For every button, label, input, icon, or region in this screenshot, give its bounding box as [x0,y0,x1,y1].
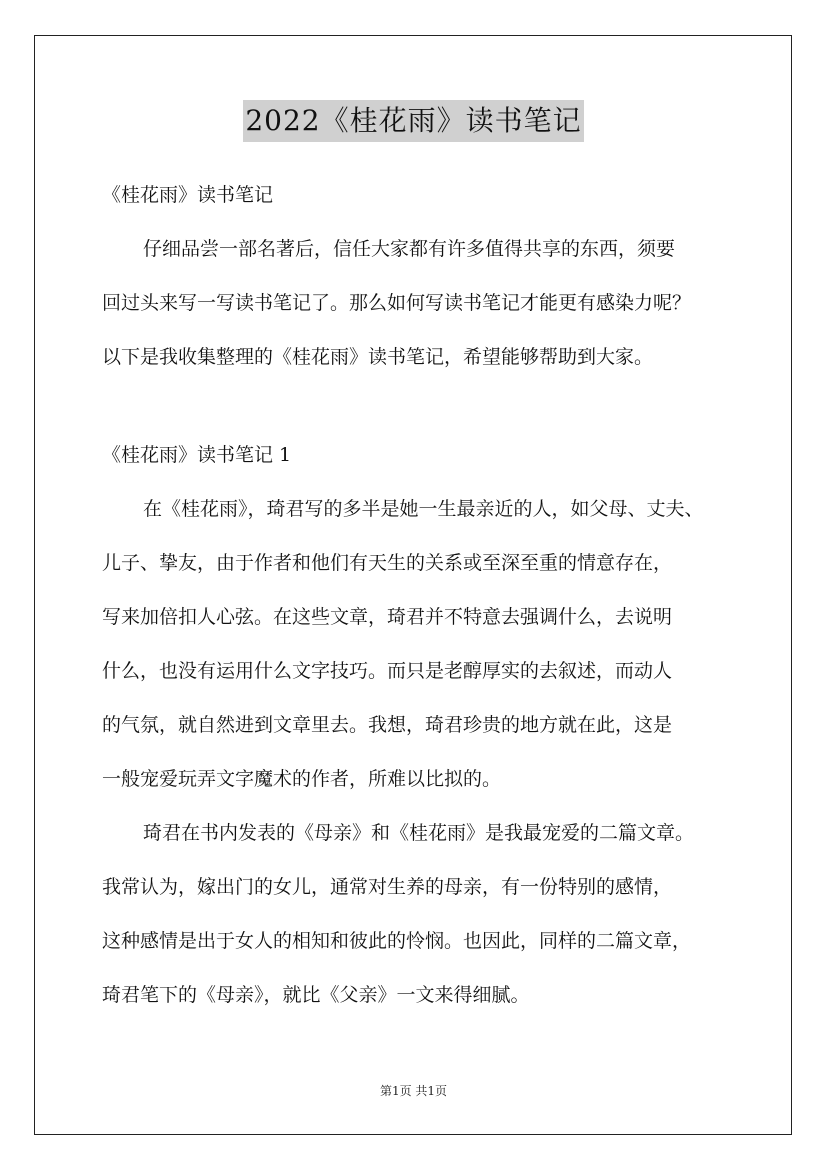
paragraph-line: 什么，也没有运用什么文字技巧。而只是老醇厚实的去叙述，而动人 [102,660,673,682]
paragraph-line: 的气氛，就自然进到文章里去。我想，琦君珍贵的地方就在此，这是 [102,714,673,736]
intro-heading: 《桂花雨》读书笔记 [102,184,274,206]
document-title: 2022《桂花雨》读书笔记 [243,100,583,142]
paragraph-line: 琦君在书内发表的《母亲》和《桂花雨》是我最宠爱的二篇文章。 [143,822,695,844]
section-gap [102,384,742,428]
page-footer: 第1页 共1页 [379,1084,448,1098]
paragraph-line: 回过头来写一写读书笔记了。那么如何写读书笔记才能更有感染力呢？ [102,292,692,314]
paragraph-line: 一般宠爱玩弄文字魔术的作者，所难以比拟的。 [102,768,502,790]
paragraph-line: 儿子、挚友，由于作者和他们有天生的关系或至深至重的情意存在， [102,552,673,574]
paragraph-line: 仔细品尝一部名著后，信任大家都有许多值得共享的东西，须要 [143,238,676,260]
paragraph-line: 写来加倍扣人心弦。在这些文章，琦君并不特意去强调什么，去说明 [102,606,673,628]
document-body [102,168,742,1022]
paragraph-line: 在《桂花雨》，琦君写的多半是她一生最亲近的人，如父母、丈夫、 [143,498,704,520]
paragraph-line: 以下是我收集整理的《桂花雨》读书笔记，希望能够帮助到大家。 [102,346,654,368]
title-wrap [0,100,827,142]
paragraph-line: 我常认为，嫁出门的女儿，通常对生养的母亲，有一份特别的感情， [102,876,673,898]
section-heading: 《桂花雨》读书笔记 1 [102,444,292,466]
paragraph-line: 这种感情是出于女人的相知和彼此的怜悯。也因此，同样的二篇文章， [102,930,692,952]
paragraph-line: 琦君笔下的《母亲》，就比《父亲》一文来得细腻。 [102,984,530,1006]
